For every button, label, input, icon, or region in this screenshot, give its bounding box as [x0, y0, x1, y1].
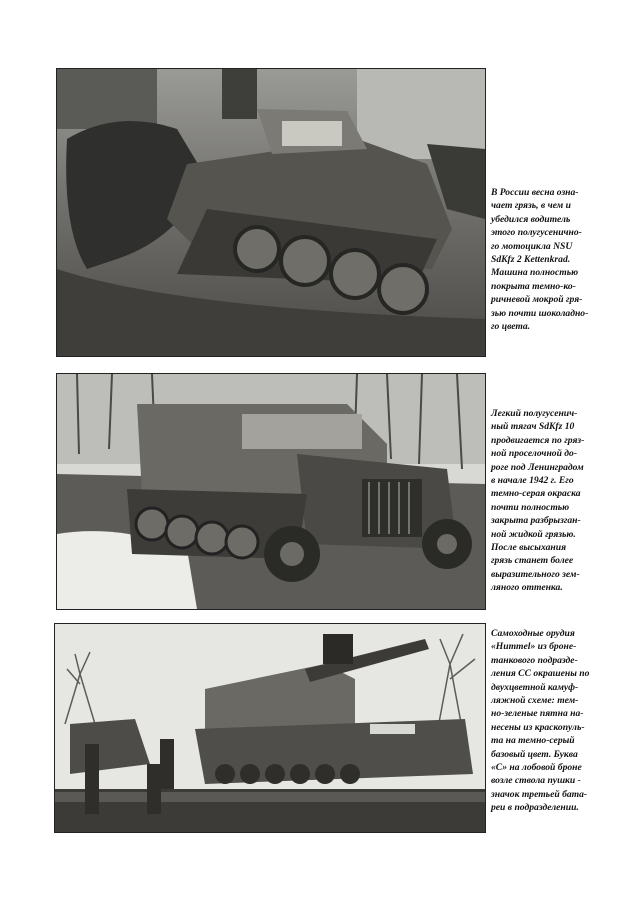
caption-line: «Hummel» из броне-	[491, 641, 577, 653]
caption-line: покрыта темно-ко-	[491, 280, 576, 292]
caption-line: Самоходные орудия	[491, 628, 575, 639]
caption-line: убедился водитель	[491, 213, 571, 225]
caption-kettenkrad	[491, 186, 591, 333]
caption-line: продвигается по гряз-	[491, 434, 585, 446]
caption-line: почти полностью	[491, 501, 570, 513]
caption-line: несены из краскопуль-	[491, 721, 585, 733]
photo-hummel	[54, 623, 486, 833]
caption-line: темно-серая окраска	[491, 488, 581, 500]
caption-line: танкового подразде-	[491, 654, 578, 666]
caption-line: этого полугусенично-	[491, 227, 582, 239]
caption-line: двухцветной камуф-	[491, 681, 579, 693]
caption-line: ный тягач SdKfz 10	[491, 421, 575, 433]
caption-line: роге под Ленинградом	[491, 461, 584, 473]
caption-line: закрыта разбрызган-	[491, 515, 581, 527]
caption-line: го цвета.	[491, 321, 531, 333]
caption-line: в начале 1942 г. Его	[491, 475, 574, 487]
caption-line: Машина полностью	[491, 267, 579, 279]
caption-line: ляного оттенка.	[491, 582, 563, 594]
caption-line: ляжной схеме: тем-	[491, 695, 579, 707]
caption-line: «С» на лобовой броне	[491, 762, 582, 774]
caption-line: Легкий полугусенич-	[491, 408, 578, 419]
caption-line: ной проселочной до-	[491, 448, 578, 460]
caption-line: ления СС окрашены по	[491, 668, 590, 680]
caption-line: В России весна озна-	[491, 187, 579, 198]
caption-hummel	[491, 627, 591, 815]
caption-line: ной жидкой грязью.	[491, 528, 576, 540]
caption-line: возле ствола пушки -	[491, 775, 581, 787]
caption-line: значок третьей бата-	[491, 788, 588, 800]
caption-line: выразительного зем-	[491, 568, 580, 580]
caption-line: базовый цвет. Буква	[491, 748, 578, 760]
caption-line: реи в подразделении.	[491, 802, 579, 814]
caption-line: зью почти шоколадно-	[491, 307, 589, 319]
caption-line: чает грязь, в чем и	[491, 200, 571, 212]
caption-line: та на темно-серый	[491, 735, 575, 747]
caption-line: го мотоцикла NSU	[491, 240, 573, 252]
photo-sdkfz10	[56, 373, 486, 610]
caption-line: SdKfz 2 Kettenkrad.	[491, 254, 571, 266]
photo-kettenkrad	[56, 68, 486, 357]
caption-line: но-зеленые пятна на-	[491, 708, 584, 720]
caption-sdkfz10	[491, 407, 591, 595]
caption-line: После высыхания	[491, 542, 567, 554]
caption-line: грязь станет более	[491, 555, 574, 567]
caption-line: ричневой мокрой гря-	[491, 294, 583, 306]
